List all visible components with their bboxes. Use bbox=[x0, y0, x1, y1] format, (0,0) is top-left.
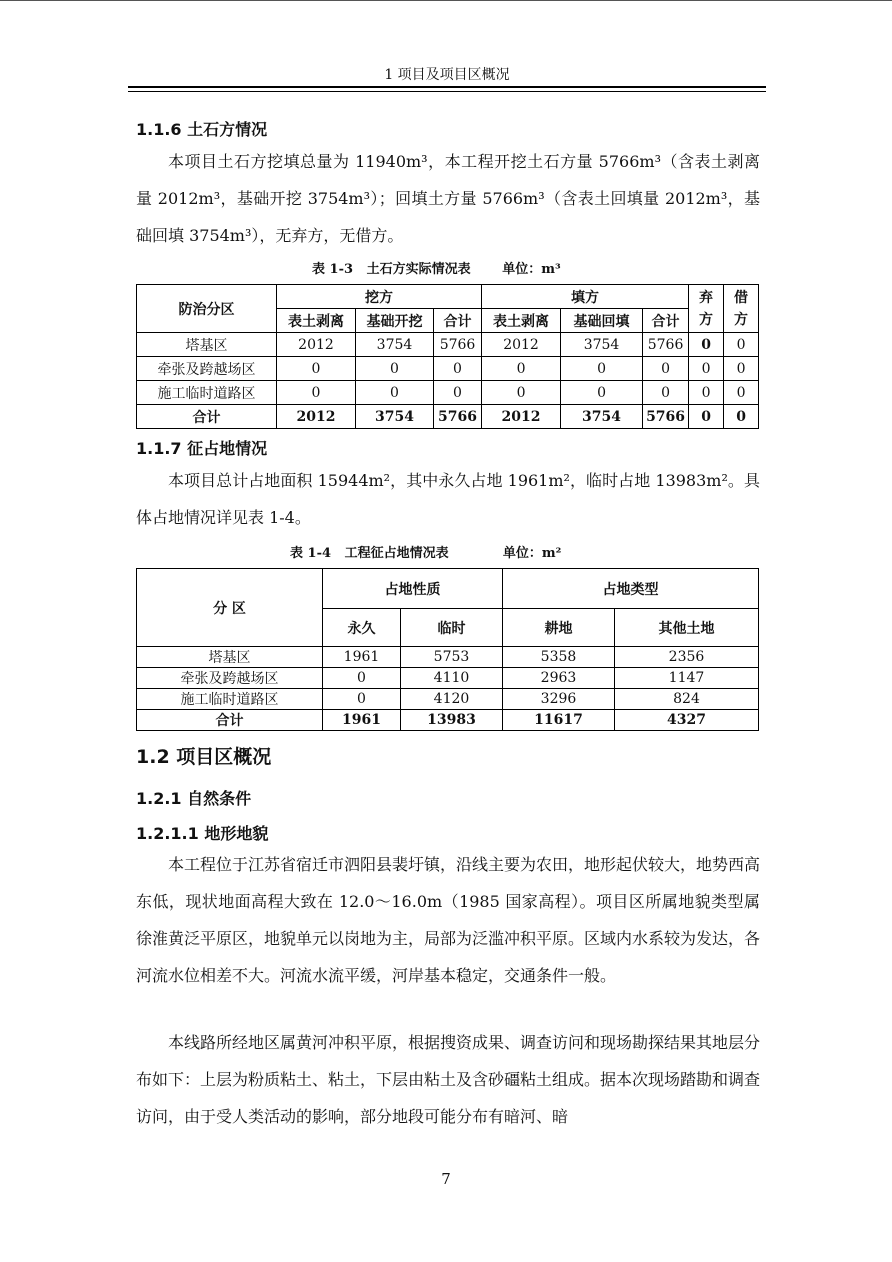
header-fill: 填方 bbox=[482, 285, 689, 309]
land-use-table bbox=[136, 568, 759, 731]
table-cell: 0 bbox=[277, 381, 356, 405]
table-row bbox=[137, 357, 759, 381]
table-row bbox=[137, 689, 759, 710]
table-total-row bbox=[137, 405, 759, 429]
table-cell: 2356 bbox=[615, 647, 759, 668]
table-cell: 0 bbox=[434, 381, 482, 405]
table-cell: 0 bbox=[356, 381, 434, 405]
table-cell: 0 bbox=[724, 405, 759, 429]
table-cell: 0 bbox=[689, 333, 724, 357]
table-1-4-caption: 表 1-4 工程征占地情况表 单位：m² bbox=[290, 546, 562, 561]
table-cell: 0 bbox=[434, 357, 482, 381]
table-cell: 0 bbox=[561, 357, 643, 381]
table-row bbox=[137, 647, 759, 668]
section-heading-1-1-7: 1.1.7 征占地情况 bbox=[136, 439, 268, 458]
table-cell: 4120 bbox=[401, 689, 503, 710]
table-cell: 0 bbox=[724, 333, 759, 357]
table-cell: 合计 bbox=[137, 710, 323, 731]
header-borrow bbox=[724, 285, 759, 333]
subheader-cell: 合计 bbox=[643, 309, 689, 333]
header-waste-text: 弃方 bbox=[699, 289, 714, 328]
header-rule-thick bbox=[128, 86, 766, 88]
table-cell: 塔基区 bbox=[137, 333, 277, 357]
table-cell: 0 bbox=[724, 357, 759, 381]
terrain-text-2: 本线路所经地区属黄河冲积平原，根据搜资成果、调查访问和现场勘探结果其地层分布如下：上层为粉质粘土、粘土，下层由粘土及含砂礓粘土组成。据本次现场踏勘和调查访问，由于受人类活动的影响，部分地段可能分布有暗河、暗 bbox=[136, 1033, 761, 1126]
table-cell: 5766 bbox=[643, 405, 689, 429]
table-cell: 合计 bbox=[137, 405, 277, 429]
subheader-cell: 其他土地 bbox=[615, 609, 759, 647]
earthwork-table bbox=[136, 284, 759, 429]
table-cell: 2012 bbox=[482, 405, 561, 429]
header-zone: 防治分区 bbox=[137, 285, 277, 333]
subheader-cell: 表土剥离 bbox=[482, 309, 561, 333]
table-cell: 5753 bbox=[401, 647, 503, 668]
table-row bbox=[137, 333, 759, 357]
table-cell: 0 bbox=[323, 668, 401, 689]
section-heading-1-2-1: 1.2.1 自然条件 bbox=[136, 789, 252, 808]
table-cell: 0 bbox=[482, 357, 561, 381]
subheader-cell: 耕地 bbox=[503, 609, 615, 647]
table-cell: 0 bbox=[689, 381, 724, 405]
earthwork-paragraph bbox=[136, 143, 760, 254]
running-header: 1 项目及项目区概况 bbox=[384, 67, 510, 83]
table-cell: 1961 bbox=[323, 710, 401, 731]
table-cell: 0 bbox=[689, 405, 724, 429]
table-cell: 0 bbox=[643, 357, 689, 381]
table-row bbox=[137, 381, 759, 405]
subheader-cell: 基础回填 bbox=[561, 309, 643, 333]
section-heading-1-2: 1.2 项目区概况 bbox=[136, 746, 272, 768]
table-cell: 13983 bbox=[401, 710, 503, 731]
table-total-row bbox=[137, 710, 759, 731]
table-cell: 牵张及跨越场区 bbox=[137, 668, 323, 689]
table-cell: 5766 bbox=[434, 333, 482, 357]
earthwork-text: 本项目土石方挖填总量为 11940m³，本工程开挖土石方量 5766m³（含表土剥离量 2012m³，基础开挖 3754m³）；回填土方量 5766m³（含表土回填量 2012m³，基础回填 3754m³），无弃方，无借方。 bbox=[136, 152, 760, 245]
table-cell: 塔基区 bbox=[137, 647, 323, 668]
table-cell: 0 bbox=[323, 689, 401, 710]
table-1-3-caption: 表 1-3 土石方实际情况表 单位：m³ bbox=[312, 262, 561, 277]
table-row bbox=[137, 668, 759, 689]
table-cell: 3754 bbox=[356, 405, 434, 429]
terrain-paragraph-2 bbox=[136, 1024, 760, 1135]
table-cell: 0 bbox=[689, 357, 724, 381]
table-cell: 3754 bbox=[561, 405, 643, 429]
header-borrow-text: 借方 bbox=[734, 289, 749, 328]
land-use-paragraph bbox=[136, 462, 760, 536]
table-cell: 3754 bbox=[356, 333, 434, 357]
header-waste bbox=[689, 285, 724, 333]
subheader-cell: 永久 bbox=[323, 609, 401, 647]
table-cell: 3754 bbox=[561, 333, 643, 357]
header-zone: 分 区 bbox=[137, 569, 323, 647]
table-cell: 0 bbox=[277, 357, 356, 381]
table-cell: 2012 bbox=[277, 333, 356, 357]
table-cell: 5358 bbox=[503, 647, 615, 668]
table-cell: 5766 bbox=[434, 405, 482, 429]
table-cell: 施工临时道路区 bbox=[137, 381, 277, 405]
table-cell: 11617 bbox=[503, 710, 615, 731]
table-cell: 0 bbox=[724, 381, 759, 405]
table-cell: 2012 bbox=[482, 333, 561, 357]
table-cell: 3296 bbox=[503, 689, 615, 710]
subheader-cell: 基础开挖 bbox=[356, 309, 434, 333]
table-cell: 2012 bbox=[277, 405, 356, 429]
land-use-text: 本项目总计占地面积 15944m²，其中永久占地 1961m²，临时占地 13983m²。具体占地情况详见表 1-4。 bbox=[136, 471, 760, 527]
table-cell: 0 bbox=[643, 381, 689, 405]
table-cell: 5766 bbox=[643, 333, 689, 357]
section-heading-1-1-6: 1.1.6 土石方情况 bbox=[136, 120, 268, 139]
table-cell: 4327 bbox=[615, 710, 759, 731]
table-cell: 4110 bbox=[401, 668, 503, 689]
header-land-type: 占地类型 bbox=[503, 569, 759, 609]
header-rule-thin bbox=[128, 91, 766, 92]
table-cell: 0 bbox=[561, 381, 643, 405]
subheader-cell: 合计 bbox=[434, 309, 482, 333]
subheader-cell: 临时 bbox=[401, 609, 503, 647]
subheader-cell: 表土剥离 bbox=[277, 309, 356, 333]
header-dig: 挖方 bbox=[277, 285, 482, 309]
terrain-paragraph-1 bbox=[136, 846, 760, 994]
page-number: 7 bbox=[441, 1170, 451, 1188]
table-cell: 0 bbox=[356, 357, 434, 381]
table-cell: 施工临时道路区 bbox=[137, 689, 323, 710]
table-cell: 牵张及跨越场区 bbox=[137, 357, 277, 381]
table-cell: 1961 bbox=[323, 647, 401, 668]
table-cell: 0 bbox=[482, 381, 561, 405]
terrain-text-1: 本工程位于江苏省宿迁市泗阳县裴圩镇，沿线主要为农田，地形起伏较大，地势西高东低，现状地面高程大致在 12.0～16.0m（1985 国家高程）。项目区所属地貌类型属徐淮黄泛平原区，地貌单元以岗地为主，局部为泛滥冲积平原。区域内水系较为发达，各河流水位相差不大。河流水流平缓，河岸基本稳定，交通条件一般。 bbox=[136, 855, 761, 985]
table-cell: 824 bbox=[615, 689, 759, 710]
table-cell: 2963 bbox=[503, 668, 615, 689]
section-heading-1-2-1-1: 1.2.1.1 地形地貌 bbox=[136, 824, 269, 843]
table-cell: 1147 bbox=[615, 668, 759, 689]
header-land-nature: 占地性质 bbox=[323, 569, 503, 609]
top-border-line bbox=[0, 0, 892, 1]
